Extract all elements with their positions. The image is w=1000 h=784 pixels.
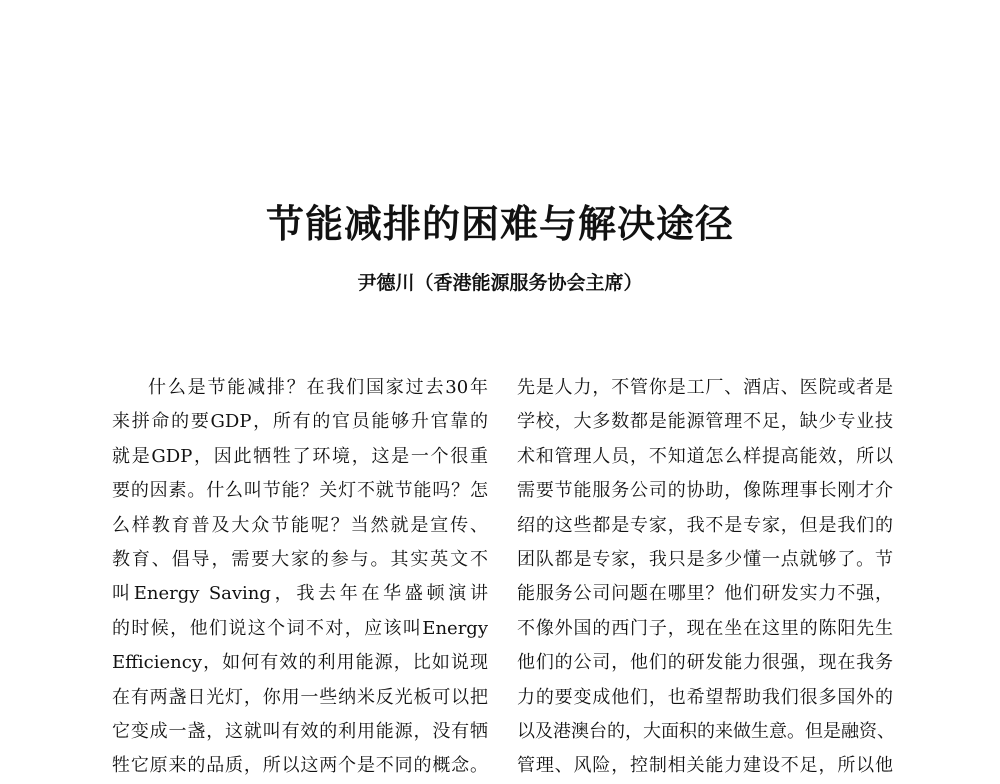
text-line: 管理、风险，控制相关能力建设不足，所以他 [517, 755, 893, 777]
text-line: 就是GDP，因此牺牲了环境，这是一个很重 [112, 445, 488, 467]
text-line: 教育、倡导，需要大家的参与。其实英文不 [112, 548, 488, 570]
text-line: Efficiency，如何有效的利用能源，比如说现 [112, 652, 488, 674]
text-line: 绍的这些都是专家，我不是专家，但是我们的 [517, 514, 893, 536]
text-line: 能服务公司问题在哪里？他们研发实力不强， [517, 583, 893, 605]
text-line: 他们的公司，他们的研发能力很强，现在我务 [517, 652, 893, 674]
text-line: 团队都是专家，我只是多少懂一点就够了。节 [517, 548, 893, 570]
article-title: 节能减排的困难与解决途径 [265, 202, 734, 246]
left-column [112, 371, 488, 784]
text-line: 先是人力，不管你是工厂、酒店、医院或者是 [517, 377, 893, 398]
text-line: 的时候，他们说这个词不对，应该叫Energy [112, 617, 488, 639]
text-line: 以及港澳台的，大面积的来做生意。但是融资、 [517, 720, 895, 742]
text-line: 力的要变成他们，也希望帮助我们很多国外的 [517, 686, 893, 708]
text-line: 在有两盏日光灯，你用一些纳米反光板可以把 [112, 686, 488, 708]
text-line: 来拼命的要GDP，所有的官员能够升官靠的 [112, 411, 488, 433]
text-line: 术和管理人员，不知道怎么样提高能效，所以 [517, 445, 893, 467]
text-line: 叫Energy Saving，我去年在华盛顿演讲 [112, 583, 488, 605]
right-column [517, 371, 893, 784]
text-line: 学校，大多数都是能源管理不足，缺少专业技 [517, 411, 893, 433]
text-line: 么样教育普及大众节能呢？当然就是宣传、 [112, 514, 488, 536]
text-line: 牲它原来的品质，所以这两个是不同的概念。 [112, 755, 488, 777]
article-byline: 尹德川（香港能源服务协会主席） [357, 272, 643, 294]
text-line: 它变成一盏，这就叫有效的利用能源，没有牺 [112, 720, 488, 742]
text-line: 需要节能服务公司的协助，像陈理事长刚才介 [517, 480, 893, 502]
text-line: 什么是节能减排？在我们国家过去30年 [148, 377, 488, 398]
text-line: 要的因素。什么叫节能？关灯不就节能吗？怎 [112, 480, 488, 502]
text-line: 不像外国的西门子，现在坐在这里的陈阳先生 [517, 617, 893, 639]
